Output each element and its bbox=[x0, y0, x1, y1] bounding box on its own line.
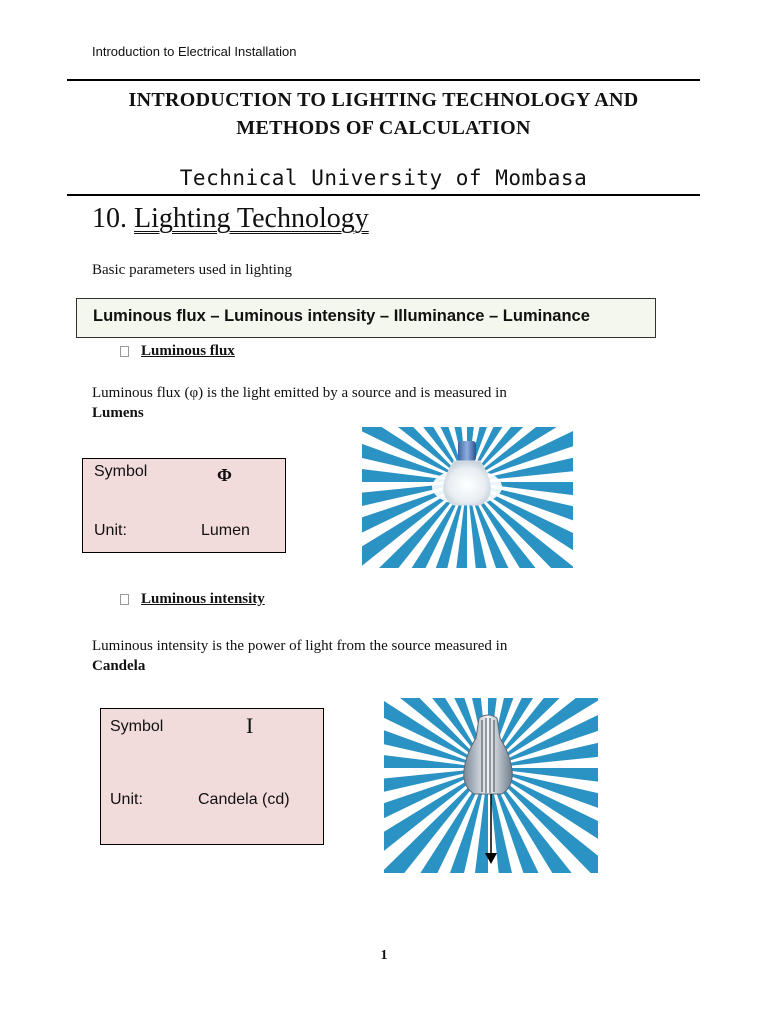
bullet-box-icon bbox=[120, 346, 129, 357]
intensity-symbol-box bbox=[100, 708, 324, 845]
luminous-flux-illustration bbox=[362, 427, 573, 568]
header-rule-top bbox=[67, 79, 700, 81]
institution-name: Technical University of Mombasa bbox=[179, 166, 588, 190]
intensity-description bbox=[92, 636, 612, 676]
parameters-box bbox=[76, 298, 656, 338]
section-number: 10. bbox=[92, 203, 127, 234]
bullet-luminous-flux bbox=[120, 343, 235, 360]
intensity-unit-word: Candela bbox=[92, 658, 146, 674]
section-heading bbox=[92, 203, 369, 235]
bulb-intensity-image bbox=[384, 698, 598, 873]
flux-desc-symbol: φ bbox=[189, 385, 199, 401]
luminous-intensity-illustration bbox=[384, 698, 598, 873]
bullet-label: Luminous flux bbox=[141, 343, 235, 359]
header-rule-bottom bbox=[67, 194, 700, 196]
flux-unit-word: Lumens bbox=[92, 405, 144, 421]
page-number: 1 bbox=[380, 948, 388, 963]
title-line-2: METHODS OF CALCULATION bbox=[236, 117, 531, 139]
intensity-desc-text: Luminous intensity is the power of light from the source measured in bbox=[92, 638, 508, 654]
flux-unit-label: Unit: bbox=[94, 522, 127, 539]
intensity-symbol-label: Symbol bbox=[110, 718, 164, 735]
bullet-box-icon bbox=[120, 594, 129, 605]
flux-symbol-box bbox=[82, 458, 286, 553]
running-header: Introduction to Electrical Installation bbox=[92, 44, 297, 59]
flux-description bbox=[92, 383, 612, 423]
flux-symbol-label: Symbol bbox=[94, 463, 148, 480]
bullet-luminous-intensity bbox=[120, 591, 265, 608]
flux-unit-value: Lumen bbox=[201, 522, 250, 539]
flux-desc-suffix: ) is the light emitted by a source and is measured in bbox=[198, 385, 507, 401]
intensity-unit-value: Candela (cd) bbox=[198, 791, 290, 808]
intro-text: Basic parameters used in lighting bbox=[92, 262, 292, 278]
flux-desc-prefix: Luminous flux ( bbox=[92, 385, 190, 401]
parameters-text: Luminous flux – Luminous intensity – Illuminance – Luminance bbox=[93, 307, 590, 325]
bullet-label: Luminous intensity bbox=[141, 591, 265, 607]
intensity-unit-label: Unit: bbox=[110, 791, 143, 808]
document-title bbox=[67, 86, 700, 142]
title-line-1: INTRODUCTION TO LIGHTING TECHNOLOGY AND bbox=[128, 89, 639, 111]
intensity-symbol-value: I bbox=[246, 713, 254, 738]
flux-symbol-value: Φ bbox=[217, 465, 232, 485]
bulb-rays-image bbox=[362, 427, 573, 568]
section-title: Lighting Technology bbox=[134, 203, 369, 234]
